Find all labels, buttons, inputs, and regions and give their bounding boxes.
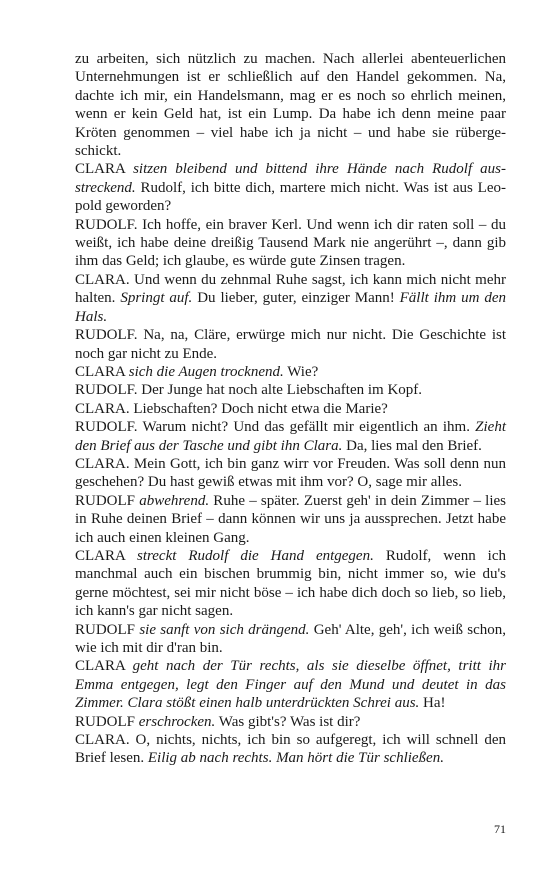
dialogue-text: RUDOLF. Ich hoffe, ein braver Kerl. Und wenn ich dir raten soll – du weißt, ich habe deine dreißig Tausend Mark nie angerührt –, dann gib ihm das Geld; ich glaube, es würde gute Zinsen tragen. — [75, 216, 506, 270]
dialogue-text: RUDOLF. Der Junge hat noch alte Liebschaften im Kopf. — [75, 382, 423, 399]
dialogue-text: CLARA. Und wenn du zehnmal Ruhe sagst, ich kann mich nicht mehr halten. — [75, 271, 506, 307]
dialogue-text: Ruhe – später. Zuerst geh' in dein Zimmer – lies in Ruhe deinen Brief – dann können wir uns ja aussprechen. Jetzt habe ich auch einen kleinen Gang. — [75, 492, 506, 546]
paragraph — [75, 492, 506, 547]
stage-direction: Fällt ihm um den Hals. — [75, 290, 507, 325]
stage-direction: Zieht den Brief aus der Tasche und gibt ihn Clara. — [75, 419, 506, 454]
stage-direction: streckt Rudolf die Hand entgegen. — [136, 547, 374, 564]
paragraph — [75, 400, 506, 418]
dialogue-text: RUDOLF. Na, na, Cläre, erwürge mich nur nicht. Die Geschichte ist noch gar nicht zu Ende. — [75, 327, 506, 362]
dialogue-text: Wie? — [283, 363, 319, 380]
dialogue-text: Da, lies mal den Brief. — [342, 437, 482, 454]
dialogue-text: CLARA — [75, 547, 137, 564]
dialogue-text: CLARA — [75, 161, 134, 178]
paragraph — [75, 418, 506, 455]
stage-direction: sich die Augen trocknend. — [128, 363, 284, 380]
dialogue-text: CLARA — [75, 658, 133, 675]
paragraph — [75, 216, 506, 271]
stage-direction: sitzen bleibend und bittend ihre Hände nach Rudolf ausstreckend. — [75, 161, 506, 196]
dialogue-text: Du lieber, guter, einziger Mann! — [192, 290, 400, 307]
paragraph — [75, 713, 506, 731]
dialogue-text: CLARA. Liebschaften? Doch nicht etwa die Marie? — [75, 400, 388, 417]
dialogue-text: Rudolf, ich bitte dich, martere mich nicht. Was ist aus Leopold geworden? — [75, 179, 506, 215]
page-number: 71 — [494, 822, 506, 836]
stage-direction: Eilig ab nach rechts. Man hört die Tür schließen. — [147, 750, 444, 767]
play-text — [75, 50, 506, 768]
stage-direction: Springt auf. — [120, 290, 193, 307]
dialogue-text: CLARA — [75, 363, 129, 380]
dialogue-text: Rudolf, wenn ich manchmal auch ein bischen brummig bin, nicht immer so, wie du's gerne möchtest, sei mir nicht böse – ich habe dich doch so lieb, so lieb, ich kann's gar nicht sagen. — [75, 547, 506, 620]
dialogue-text: RUDOLF — [75, 492, 140, 509]
paragraph — [75, 547, 506, 621]
dialogue-text: Geh' Alte, geh', ich weiß schon, wie ich mit dir d'ran bin. — [75, 621, 506, 656]
dialogue-text: Ha! — [419, 695, 446, 712]
dialogue-text: RUDOLF — [75, 713, 139, 730]
paragraph — [75, 326, 506, 363]
paragraph — [75, 731, 506, 768]
dialogue-text: RUDOLF — [75, 621, 140, 638]
dialogue-text: CLARA. O, nichts, nichts, ich bin so aufgeregt, ich will schnell den Brief lesen. — [75, 732, 506, 767]
paragraph — [75, 271, 506, 326]
dialogue-text: RUDOLF. Warum nicht? Und das gefällt mir eigentlich an ihm. — [75, 419, 476, 436]
dialogue-text: Was gibt's? Was ist dir? — [215, 713, 361, 730]
stage-direction: abwehrend. — [139, 492, 210, 509]
paragraph — [75, 50, 506, 160]
paragraph — [75, 381, 506, 399]
paragraph — [75, 455, 506, 492]
paragraph — [75, 160, 506, 215]
dialogue-text: CLARA. Mein Gott, ich bin ganz wirr vor Freuden. Was soll denn nun geschehen? Du hast gewiß etwas mit ihm vor? O, sage mir alles. — [75, 455, 506, 491]
stage-direction: geht nach der Tür rechts, als sie dieselbe öffnet, tritt ihr Emma entgegen, legt den Finger auf den Mund und deutet in das Zimmer. Clara stößt einen halb unterdrückten Schrei aus. — [75, 658, 506, 712]
stage-direction: sie sanft von sich drängend. — [139, 621, 310, 638]
paragraph — [75, 621, 506, 658]
stage-direction: erschrocken. — [138, 713, 216, 730]
dialogue-text: zu arbeiten, sich nützlich zu machen. Nach allerlei abenteuerlichen Unternehmungen ist er schließlich auf den Handel gekommen. Na, dachte ich mir, ein Handelsmann, mag er es noch so ehrlich meinen, wenn er kein Geld hat, ist ein Lump. Da habe ich denn meine paar Kröten genommen – viel habe ich ja nicht – und habe sie rübergeschickt. — [75, 51, 506, 160]
paragraph — [75, 657, 506, 712]
paragraph — [75, 363, 506, 381]
